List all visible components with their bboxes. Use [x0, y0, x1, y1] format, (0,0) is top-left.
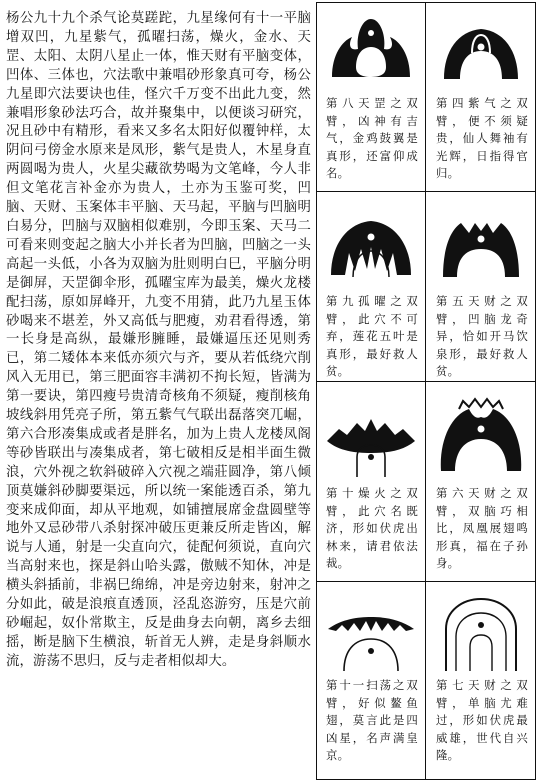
diagram-grid: [316, 2, 536, 780]
saodang-sand-diagram: [324, 589, 418, 675]
guyao-sand-diagram: [325, 201, 417, 285]
diagram-caption: 第五天财之双臂，凹脑龙奇异，恰如开马饮泉形，最好救人贫。: [436, 294, 528, 378]
diagram-cell-tiangang: [319, 3, 423, 191]
tiancai-dan-sand-diagram: [434, 589, 528, 675]
tiancai-ao-sand-diagram: [435, 201, 527, 285]
grid-row-divider: [317, 581, 535, 582]
grid-vertical-divider: [425, 3, 426, 779]
tiancai-shuang-sand-diagram: [433, 391, 529, 477]
diagram-caption: 第八天罡之双臂，凶神有吉气，金鸡鼓翼是真形，还富仰成名。: [326, 96, 418, 180]
diagram-caption: 第十燥火之双臂，此穴名既济，形如伏虎出林来，请君依法裁。: [326, 486, 418, 570]
diagram-caption: 第十一扫荡之双臂，好似鳌鱼翅，莫言此是四凶星，名声满皇京。: [326, 678, 418, 762]
diagram-cell-tiancai-ao: [429, 193, 533, 381]
diagram-cell-tiancai-dan: [429, 583, 533, 779]
diagram-cell-guyao: [319, 193, 423, 381]
diagram-caption: 第四紫气之双臂，便不须疑贵，仙人舞袖有光辉，日指得官归。: [436, 96, 528, 180]
diagram-caption: 第七天财之双臂，单脑尤难过，形如伏虎最威雄，世代自兴隆。: [436, 678, 528, 762]
main-text-column: 杨公九十九个杀气论莫蹉跎，九星缘何有十一平脑增双凹，九星紫气，孤曜扫荡，燥火，金水、天罡、太阳、太阴八星止一体，惟天财有平脑变体，凹体、三体也，穴法歌中兼唱砂形象真可夸，杨公九星即穴法要诀也佳，怪穴千万变不出此九变，然兼唱形象砂法巧合，故并聚集中，以便谈习研究，况且砂中有精形，看来又多名太阳好似覆钟样，太阴问弓傍金水原来是凤形，紫气是贵人，木星身直两圆喝为贵人，火星尖藏欲势喝为文笔峰，今人非但文笔花言补金亦为贵人，土亦为玉鉴可奖，凹脑、天财、玉案体丰平脑、天马起，平脑与凹脑明白易分，凹脑与双脑相似难别，今即玉案、天马二可看来则变起之脑大小并长者为凹脑，凹脑之一头高起一头低，小各为双脑为肚则明白巳，平脑分明是御屏，天罡御伞形，孤曜宝库为最美，燥火龙楼配扫荡，原如屏峰开，九变不用猜，此乃九星玉体砂喝来不堪差，外又高低与肥瘦，劝君看得透，第一长身是高纵，最嫌形臃睡，最嫌逼压还见则秀已，第二矮体本来低亦须穴与齐，要从若低绕穴削风入无用已，第三肥面容丰满初不拘长短，皆满为第一要诀，第四瘦号贵清奇核角不须疑，瘦削核角坡线斜用凭亮子所，第五紫气气联出磊落突兀崛，第六合形凑集成或者是胖名，加为上贵人龙楼凤阁等砂皆联出与凑集成者，第七破相反是相半面生微浪，穴外视之软斜破碎入穴视之端莊圆净，第八倾顶莫嫌斜砂脚要渠远，所以统一案能透百杀，第九变来成仰面，却从平地观，如铺擅展席金盘圆壁等地外又忌砂带八杀射探冲破压更兼反所走皆凶，解说与人通，射是一尖直向穴，徒配何须说，直向穴当高射来也，探是斜山哈头露，傲贼不知休，冲是横头斜插前，非祸巳绵绵，冲是旁边射来，射冲之分如此，破是浪痕直透顶，泾乱恣游穷，压是穴前砂崛起，奴仆常欺主，反是曲身去向朝，离乡去细摇，断是脑下生横浪，斩首无人辨，走是身斜顺水流，游荡不思归，反与走者相似却大。: [6, 11, 311, 669]
diagram-caption: 第六天财之双臂，双脑巧相比，凤凰展翅鸣形真，福在子孙身。: [436, 486, 528, 570]
diagram-cell-saodang: [319, 583, 423, 779]
diagram-caption: 第九孤曜之双臂，此穴不可弃，莲花五叶是真形，最好救人贫。: [326, 294, 418, 378]
diagram-cell-ziqi: [429, 3, 533, 191]
diagram-cell-tiancai-shuang: [429, 383, 533, 581]
grid-row-divider: [317, 381, 535, 382]
diagram-cell-zaohuo: [319, 383, 423, 581]
tiangang-sand-diagram: [326, 7, 416, 87]
zaohuo-sand-diagram: [323, 391, 419, 477]
grid-row-divider: [317, 191, 535, 192]
ziqi-sand-diagram: [436, 7, 526, 87]
